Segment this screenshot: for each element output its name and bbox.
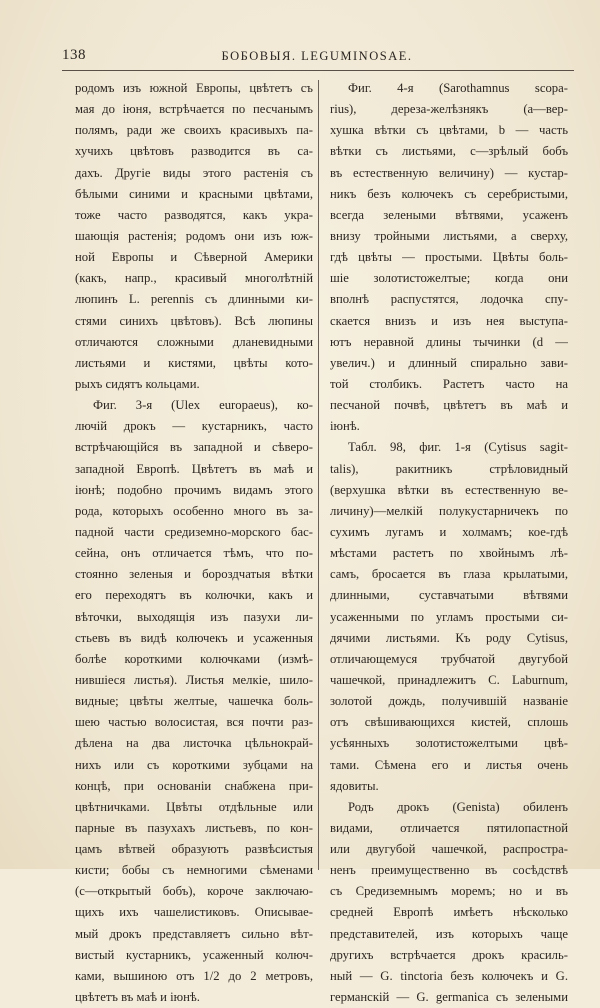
text-line: дѣлена на два листочка цѣльнокрай- (75, 736, 313, 751)
text-line: гдѣ цвѣты — простыми. Цвѣты боль- (330, 250, 568, 265)
text-line: германскiй — G. germanica съ зелеными (330, 990, 568, 1005)
text-line: листьями и кистями, цвѣты кото- (75, 355, 313, 370)
text-line: Фиг. 3-я (Ulex europaeus), ко- (93, 398, 313, 413)
column-divider (318, 80, 319, 870)
text-line: дячими листьями. Къ роду Cytisus, (330, 630, 568, 645)
text-line: полямъ, ради же своихъ красивыхъ па- (75, 123, 313, 138)
text-line: вполнѣ распустятся, лодочка спу- (330, 292, 568, 307)
text-line: тами. Сѣмена его и листья очень (330, 757, 568, 772)
text-line: вѣточки, выходящiя изъ пазухи ли- (75, 609, 313, 624)
text-line: talis), ракитникъ стрѣловидный (330, 461, 568, 476)
text-line: iюнѣ. (330, 419, 360, 434)
text-line: мая до iюня, встрѣчается по песчанымъ (75, 102, 313, 117)
text-line: отличаются сложными дланевидными (75, 334, 313, 349)
text-line: всегда зелеными вѣтвями, усаженъ (330, 207, 568, 222)
text-line: представителей, изъ которыхъ чаще (330, 926, 568, 941)
text-line: цамъ вѣтвей образуютъ развѣсистыя (75, 842, 313, 857)
text-line: усѣянныхъ золотистожелтыми цвѣ- (330, 736, 568, 751)
text-line: падной части средиземно-морского бас- (75, 524, 313, 539)
text-line: щихъ ихъ чашелистиковъ. Описывае- (75, 905, 313, 920)
text-line: никъ безъ колючекъ съ серебристыми, (330, 186, 568, 201)
text-line: шающiя растенiя; родомъ они изъ юж- (75, 228, 313, 243)
text-line: (какъ, напр., красивый многолѣтнiй (75, 271, 313, 286)
text-line: ядовиты. (330, 778, 379, 793)
text-line: встрѣчающiйся въ западной и сѣверо- (75, 440, 313, 455)
text-line: ный — G. tinctoria безъ колючекъ и G. (330, 968, 568, 983)
text-line: вистый кустарникъ, усаженный колюч- (75, 947, 313, 962)
text-line: хушка вѣтки съ цвѣтами, b — часть (330, 123, 568, 138)
text-line: болѣе короткими колючками (измѣ- (75, 651, 313, 666)
text-line: (верхушка вѣтки въ естественную ве- (330, 482, 568, 497)
text-line: видные; цвѣты желтые, чашечка боль- (75, 694, 313, 709)
text-line: ютъ неравной длины тычинки (d — (330, 334, 568, 349)
text-line: личину)—мелкiй полукустарничекъ по (330, 503, 568, 518)
text-line: дахъ. Другiе виды этого растенiя съ (75, 165, 313, 180)
text-line: парные въ пазухахъ листьевъ, по кон- (75, 820, 313, 835)
text-line: западной Европѣ. Цвѣтетъ въ маѣ и (75, 461, 313, 476)
text-line: видами, отличается пятилопастной (330, 820, 568, 835)
text-line: увелич.) и длинный спирально зави- (330, 355, 568, 370)
text-line: шiе золотистожелтые; когда они (330, 271, 568, 286)
text-line: отличающемуся трубчатой двугубой (330, 651, 568, 666)
text-line: Табл. 98, фиг. 1-я (Cytisus sagit- (348, 440, 568, 455)
text-line: усаженными по угламъ простыми си- (330, 609, 568, 624)
text-line: внизу тройными листьями, а сверху, (330, 228, 568, 243)
text-line: въ естественную величину) — кустар- (330, 165, 568, 180)
text-line: средней Европѣ имѣетъ нѣсколько (330, 905, 568, 920)
text-line: сейна, онъ отличается тѣмъ, что по- (75, 546, 313, 561)
text-line: концѣ, при основанiи снабжена при- (75, 778, 313, 793)
text-line: съ Средиземнымъ моремъ; но и въ (330, 884, 568, 899)
text-line: стями синихъ цвѣтовъ). Всѣ люпины (75, 313, 313, 328)
text-line: кисти; бобы съ немногими сѣменами (75, 863, 313, 878)
text-line: сухимъ лугамъ и холмамъ; кое-гдѣ (330, 524, 568, 539)
text-line: ной Европы и Сѣверной Америки (75, 250, 313, 265)
text-line: бѣлыми синими и красными цвѣтами, (75, 186, 313, 201)
text-line: iюнѣ; подобно прочимъ видамъ этого (75, 482, 313, 497)
text-line: песчаной почвѣ, цвѣтетъ въ маѣ и (330, 398, 568, 413)
text-line: родомъ изъ южной Европы, цвѣтетъ съ (75, 81, 313, 95)
text-line: люпинъ L. perennis съ длинными ки- (75, 292, 313, 307)
text-line: шею частью волосистая, вся почти раз- (75, 715, 313, 730)
text-line: длинными, суставчатыми вѣтвями (330, 588, 568, 603)
text-line: нившiеся листья). Листья мелкiе, шило- (75, 672, 313, 687)
text-line: стоянно зеленыя и бороздчатыя вѣтки (75, 567, 313, 582)
text-line: нихъ или съ короткими зубцами на (75, 757, 313, 772)
text-line: Родъ дрокъ (Genista) обиленъ (348, 799, 568, 814)
text-line: скается внизъ и изъ нея выступа- (330, 313, 568, 328)
header-rule (62, 70, 574, 71)
text-line: лючiй дрокъ — кустарникъ, часто (75, 419, 313, 434)
text-line: его переходятъ въ колючки, какъ и (75, 588, 313, 603)
text-line: золотой дождь, получившiй названiе (330, 694, 568, 709)
page-header (62, 47, 572, 69)
text-line: или двугубой чашечкой, распростра- (330, 842, 568, 857)
text-line: цвѣтетъ въ маѣ и iюнѣ. (75, 990, 200, 1005)
text-line: другихъ встрѣчается дрокъ красиль- (330, 947, 568, 962)
text-line: rius), дереза-желѣзнякъ (a—вер- (330, 102, 568, 117)
text-line: стьевъ въ видѣ колючекъ и усаженныя (75, 630, 313, 645)
running-title: БОБОВЫЯ. LEGUMINOSAE. (221, 49, 413, 63)
text-line: хучихъ цвѣтовъ разводится въ са- (75, 144, 313, 159)
text-line: мѣстами растетъ по хвойнымъ лѣ- (330, 546, 568, 561)
text-line: той столбикъ. Растетъ часто на (330, 376, 568, 391)
text-line: ненъ преимущественно въ сосѣдствѣ (330, 863, 568, 878)
text-line: рода, которыхъ особенно много въ за- (75, 503, 313, 518)
text-line: самъ, бросается въ глаза крылатыми, (330, 567, 568, 582)
page-number: 138 (62, 47, 86, 63)
text-line: ками, вышиною отъ 1/2 до 2 метровъ, (75, 968, 313, 983)
text-line: отъ свѣшивающихся кистей, сплошь (330, 715, 568, 730)
text-line: вѣтки съ листьями, c—зрѣлый бобъ (330, 144, 568, 159)
text-line: (с—открытый бобъ), короче заключаю- (75, 884, 313, 899)
text-line: мый дрокъ представляетъ сильно вѣт- (75, 926, 313, 941)
text-line: цвѣтничками. Цвѣты отдѣльные или (75, 799, 313, 814)
text-line: тоже часто разводятся, какъ укра- (75, 207, 313, 222)
text-line: чашечкой, принадлежитъ C. Laburnum, (330, 672, 568, 687)
text-line: Фиг. 4-я (Sarothamnus scopa- (348, 81, 568, 95)
text-line: рыхъ сидятъ кольцами. (75, 376, 200, 391)
